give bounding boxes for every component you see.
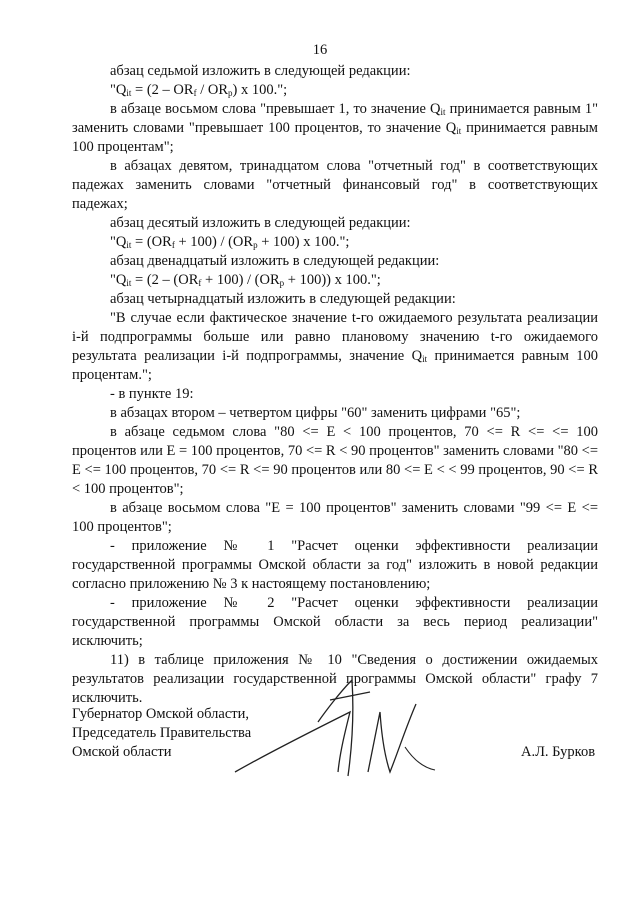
paragraph: абзац двенадцатый изложить в следующей редакции: xyxy=(110,253,440,269)
signatory-title-line-1: Губернатор Омской области, xyxy=(72,706,249,722)
paragraph: в абзаце восьмом слова "превышает 1, то значение $Q_{it}$ принимается равным 1" заменить словами "превышает 100 процентов, то значение $Q_{it}$ принимается равным 100 процентам"; xyxy=(72,101,598,155)
signatory-name: А.Л. Бурков xyxy=(521,744,596,760)
paragraph: в абзаце восьмом слова "E = 100 процентов" заменить словами "99 <= E <= 100 процентов"; xyxy=(72,500,598,535)
paragraph: "$Q_{it} = (2 - OR_f / OR_p)$ х 100."; xyxy=(110,82,288,98)
handwritten-signature xyxy=(230,672,450,782)
paragraph: абзац седьмой изложить в следующей редакции: xyxy=(110,63,411,79)
signatory-title-line-2: Председатель Правительства xyxy=(72,725,252,741)
paragraph: в абзацах девятом, тринадцатом слова "отчетный год" в соответствующих падежах заменить словами "отчетный финансовый год" в соответствующих падежах; xyxy=(72,158,598,212)
paragraph: 11) в таблице приложения № 10 "Сведения о достижении ожидаемых результатов реализации государственной программы Омской области" графу 7 исключить. xyxy=(72,652,598,706)
document-body xyxy=(72,62,598,708)
page-number: 16 xyxy=(312,42,328,58)
signatory-title-line-3: Омской области xyxy=(72,744,172,760)
paragraph: "$Q_{it} = (2 - (OR_f + 100) / (OR_p + 100))$ х 100."; xyxy=(110,272,381,288)
paragraph: "$Q_{it} = (OR_f + 100) / (OR_p + 100)$ х 100."; xyxy=(110,234,350,250)
paragraph: абзац четырнадцатый изложить в следующей редакции: xyxy=(110,291,456,307)
paragraph: - приложение № 2 "Расчет оценки эффективности реализации государственной программы Омской области за весь период реализации" исключить; xyxy=(72,595,598,649)
paragraph: - в пункте 19: xyxy=(110,386,194,402)
paragraph: "В случае если фактическое значение t-го ожидаемого результата реализации i-й подпрограммы больше или равно плановому значению t-го ожидаемого результата реализации i-й подпрограммы, значение $Q_{it}$ принимается равным 100 процентам."; xyxy=(72,310,598,383)
signatory-block xyxy=(72,705,251,762)
paragraph: - приложение № 1 "Расчет оценки эффективности реализации государственной программы Омской области за год" изложить в новой редакции согласно приложению № 3 к настоящему постановлению; xyxy=(72,538,598,592)
paragraph: абзац десятый изложить в следующей редакции: xyxy=(110,215,411,231)
paragraph: в абзацах втором – четвертом цифры "60" заменить цифрами "65"; xyxy=(110,405,521,421)
paragraph: в абзаце седьмом слова "80 <= E < 100 процентов, 70 <= R <= <= 100 процентов или E = 100 процентов, 70 <= R < 90 процентов" заменить словами "80 <= E <= 100 процентов, 70 <= R <= 90 процентов или 80 <= E < < 99 процентов, 90 <= R < 100 процентов"; xyxy=(72,424,599,497)
